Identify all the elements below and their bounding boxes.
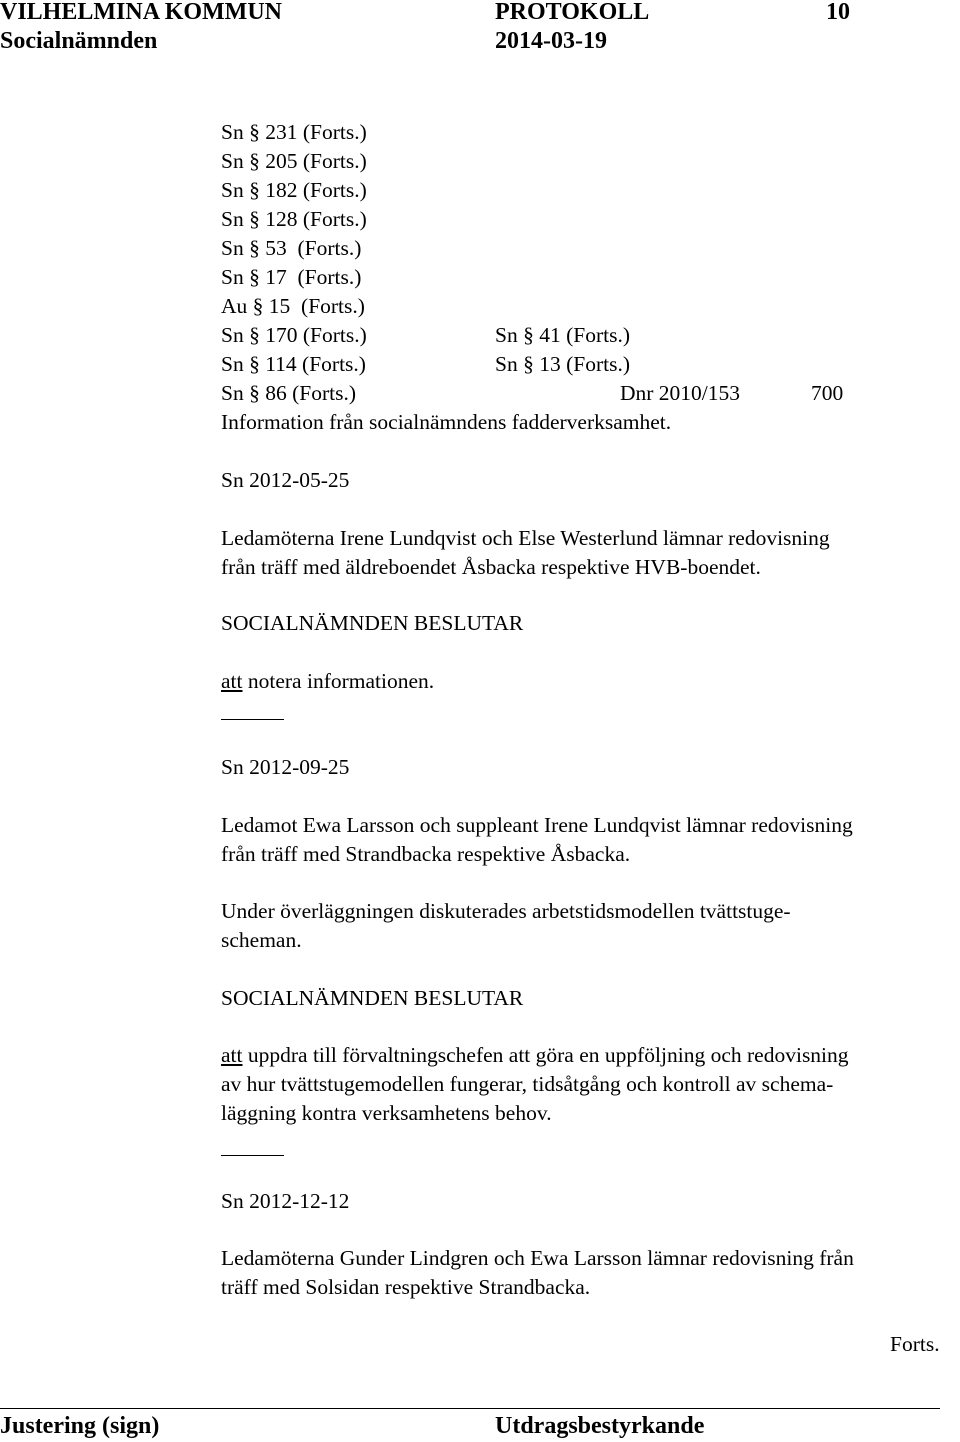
decision-text: att notera informationen. [221, 669, 435, 693]
reference-line: Sn § 170 (Forts.) [221, 323, 367, 347]
reference-line-right: Sn § 13 (Forts.) [495, 352, 630, 376]
continued-marker: Forts. [890, 1332, 940, 1356]
section-heading: Sn 2012-09-25 [221, 755, 350, 779]
reference-line: Sn § 53 (Forts.) [221, 236, 362, 260]
footer-rule [0, 1408, 940, 1409]
page-number: 10 [826, 0, 850, 25]
decision-text: att uppdra till förvaltningschefen att göra en uppföljning och redovisning av hur tvättstugemodellen fungerar, tidsåtgång och kontroll av schema- läggning kontra verksamhetens behov. [221, 1043, 849, 1125]
reference-line: Sn § 17 (Forts.) [221, 265, 362, 289]
reference-line: Sn § 114 (Forts.) [221, 352, 366, 376]
section-divider [221, 719, 284, 720]
document-type: PROTOKOLL [495, 0, 650, 25]
section-body: Ledamöterna Irene Lundqvist och Else Westerlund lämnar redovisning från träff med äldreboendet Åsbacka respektive HVB-boendet. [221, 526, 830, 579]
reference-list [221, 118, 367, 408]
reference-line: Au § 15 (Forts.) [221, 294, 365, 318]
reference-line: Sn § 231 (Forts.) [221, 120, 367, 144]
footer-certification-label: Utdragsbestyrkande [495, 1413, 705, 1439]
section-body: Ledamöterna Gunder Lindgren och Ewa Larsson lämnar redovisning från träff med Solsidan respektive Strandbacka. [221, 1246, 854, 1299]
reference-line: Sn § 205 (Forts.) [221, 149, 367, 173]
dnr-code: 700 [811, 381, 844, 405]
section-divider [221, 1155, 284, 1156]
reference-line: Sn § 128 (Forts.) [221, 207, 367, 231]
section-body: Ledamot Ewa Larsson och suppleant Irene Lundqvist lämnar redovisning från träff med Strandbacka respektive Åsbacka. [221, 813, 853, 866]
discussion-text: Under överläggningen diskuterades arbetstidsmodellen tvättstuge- scheman. [221, 899, 791, 952]
dnr-number: Dnr 2010/153 [620, 381, 741, 405]
footer-signature-label: Justering (sign) [0, 1413, 160, 1439]
section-heading: Sn 2012-05-25 [221, 468, 350, 492]
reference-line: Sn § 182 (Forts.) [221, 178, 367, 202]
decision-label: SOCIALNÄMNDEN BESLUTAR [221, 611, 524, 635]
municipality-name: VILHELMINA KOMMUN [0, 0, 282, 25]
reference-line: Sn § 86 (Forts.) [221, 381, 356, 405]
subject-line: Information från socialnämndens fadderverksamhet. [221, 410, 672, 434]
decision-label: SOCIALNÄMNDEN BESLUTAR [221, 986, 524, 1010]
committee-name: Socialnämnden [0, 28, 158, 54]
reference-line-right: Sn § 41 (Forts.) [495, 323, 630, 347]
section-heading: Sn 2012-12-12 [221, 1189, 350, 1213]
protocol-date: 2014-03-19 [495, 28, 607, 54]
